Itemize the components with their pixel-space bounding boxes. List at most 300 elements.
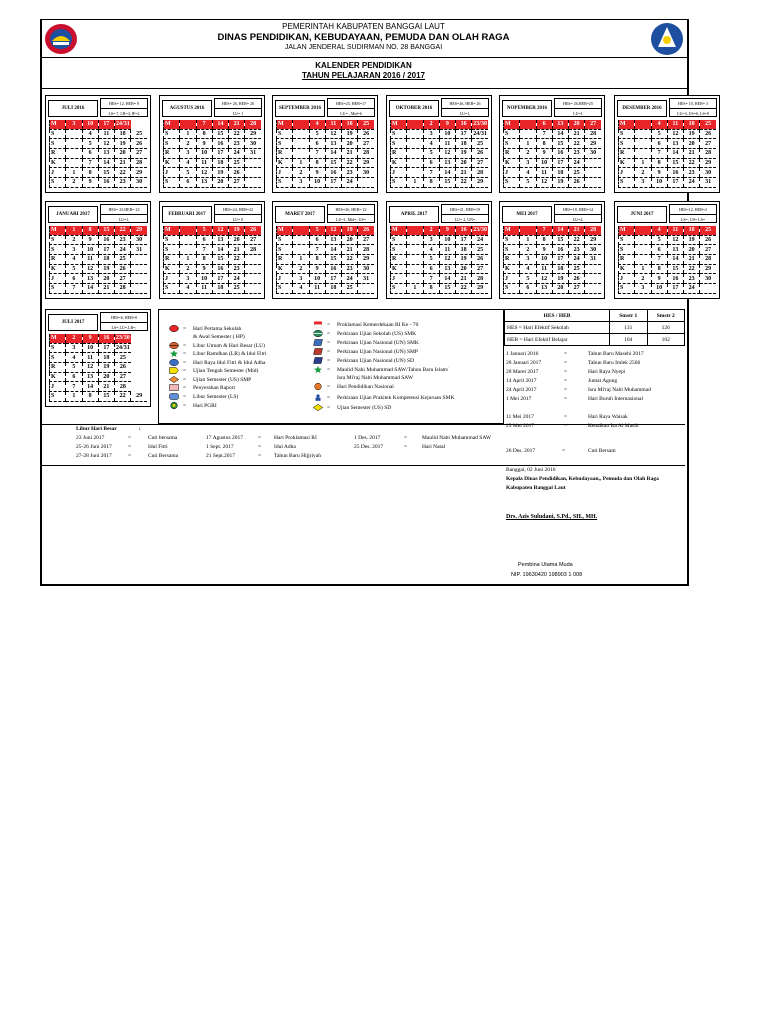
date-cell: 21 — [456, 274, 472, 284]
date-cell: 25 — [472, 245, 488, 255]
legend-eq: = — [183, 402, 187, 409]
legend-text: Perkiraan Ujian Nasional (UN) SD — [337, 357, 414, 364]
month-name: APRIL 2017 — [389, 206, 439, 223]
day-label: S — [619, 139, 635, 149]
date-cell — [66, 129, 82, 139]
month-stats — [554, 98, 602, 117]
date-cell: 17 — [98, 120, 114, 129]
week-row — [164, 255, 262, 265]
week-row — [50, 235, 148, 245]
date-cell: 5 — [309, 129, 325, 139]
address-line: JALAN JENDERAL SUDIRMAN NO. 28 BANGGAI — [284, 44, 443, 51]
date-cell: 2 — [66, 334, 82, 343]
month-stats-line: LU= , Mid=6 — [340, 111, 362, 116]
date-cell: 21 — [569, 129, 585, 139]
week-row — [277, 226, 375, 235]
date-cell: 15 — [98, 392, 114, 402]
day-label: J — [504, 168, 520, 178]
day-label: S — [619, 129, 635, 139]
red-para-icon — [313, 348, 323, 355]
date-cell: 27 — [115, 274, 131, 284]
month-stats — [214, 204, 262, 223]
date-cell: 15 — [439, 178, 455, 188]
date-cell: 5 — [196, 226, 212, 235]
date-cell: 21 — [684, 149, 700, 159]
legend-item — [313, 383, 394, 390]
blue-person-icon — [313, 394, 323, 401]
month-grid — [49, 226, 147, 294]
month-grid — [390, 226, 488, 294]
day-label: M — [391, 226, 407, 235]
legend-item — [169, 367, 258, 374]
date-cell: 27 — [358, 235, 374, 245]
date-cell: 23/30 — [116, 335, 130, 342]
date-cell: 23 — [342, 168, 358, 178]
week-row — [50, 149, 148, 159]
date-cell — [585, 274, 601, 284]
month-grid — [503, 226, 601, 294]
month-card — [386, 95, 492, 193]
week-row — [391, 274, 489, 284]
day-label: S — [504, 129, 520, 139]
date-cell: 13 — [82, 372, 98, 382]
date-cell: 21 — [342, 149, 358, 159]
legend-text: Perkiraan Ujian Sekolah (US) SMK — [337, 330, 417, 337]
date-cell: 22 — [684, 158, 700, 168]
date-cell: 14 — [82, 382, 98, 392]
date-cell: 14 — [325, 245, 341, 255]
date-cell: 11 — [309, 284, 325, 294]
date-cell: 16 — [456, 120, 472, 129]
week-row — [504, 245, 602, 255]
date-cell: 6 — [423, 264, 439, 274]
date-cell: 21 — [115, 158, 131, 168]
date-cell: 10 — [309, 178, 325, 188]
week-row — [50, 392, 148, 402]
date-cell — [407, 226, 423, 235]
week-row — [50, 343, 148, 353]
agency-line: DINAS PENDIDIKAN, KEBUDAYAAN, PEMUDA DAN OLAH RAGA — [217, 32, 510, 43]
legend-item — [169, 342, 265, 349]
date-cell: 3 — [66, 120, 82, 129]
date-cell: 16 — [552, 149, 568, 159]
date-cell — [585, 178, 601, 188]
date-cell: 4 — [82, 129, 98, 139]
month-card — [499, 95, 605, 193]
holiday-row — [506, 414, 651, 423]
date-cell: 1 — [293, 158, 309, 168]
week-row — [391, 168, 489, 178]
holiday-row — [506, 387, 651, 396]
month-stats — [214, 98, 262, 117]
week-row — [164, 158, 262, 168]
holiday-date: 1 Januari 2016 — [506, 351, 539, 357]
legend-text: & Awal Semester ( HP) — [193, 333, 245, 340]
date-cell: 19 — [456, 255, 472, 265]
date-cell — [585, 158, 601, 168]
day-label: M — [277, 226, 293, 235]
day-label: J — [277, 274, 293, 284]
date-cell: 12 — [98, 139, 114, 149]
date-cell: 29 — [358, 255, 374, 265]
month-stats — [441, 98, 489, 117]
date-cell: 20 — [115, 149, 131, 159]
date-cell: 13 — [196, 178, 212, 188]
date-cell: 16 — [98, 235, 114, 245]
yellow-shape-icon — [169, 367, 179, 374]
holiday-row — [506, 351, 651, 360]
date-cell: 3 — [293, 274, 309, 284]
date-cell: 20 — [684, 139, 700, 149]
date-cell — [293, 129, 309, 139]
day-label: M — [164, 120, 180, 129]
date-cell: 25 — [115, 255, 131, 265]
gov-line: PEMERINTAH KABUPATEN BANGGAI LAUT — [282, 22, 445, 31]
week-row — [391, 255, 489, 265]
date-cell: 28 — [585, 129, 601, 139]
date-cell: 18 — [684, 226, 700, 235]
date-cell: 13 — [439, 264, 455, 274]
legend-item — [169, 376, 251, 383]
orange-orb-icon — [313, 383, 323, 390]
day-label: S — [391, 245, 407, 255]
hes-s1: Smstr 1 — [610, 310, 648, 322]
date-cell: 6 — [651, 245, 667, 255]
month-card — [499, 201, 605, 299]
date-cell: 8 — [423, 284, 439, 294]
month-stats-line: LU=1, Mid=, US= — [336, 217, 366, 222]
date-cell: 12 — [667, 129, 683, 139]
day-label: K — [504, 264, 520, 274]
month-card — [272, 95, 378, 193]
date-cell: 5 — [423, 149, 439, 159]
legend-text: Hari Pertama Sekolah — [193, 325, 242, 332]
date-cell: 14 — [552, 226, 568, 235]
month-grid — [503, 120, 601, 188]
holiday-right-name: Cuti Bersam — [588, 448, 616, 454]
date-cell: 12 — [196, 168, 212, 178]
holiday-cell: = — [404, 435, 408, 441]
date-cell: 28 — [245, 120, 261, 129]
date-cell: 29 — [131, 168, 147, 178]
month-stats-line: HES=6, HEB=0 — [101, 313, 147, 323]
date-cell: 26 — [700, 129, 716, 139]
date-cell — [635, 129, 651, 139]
week-row — [504, 158, 602, 168]
date-cell: 6 — [66, 372, 82, 382]
date-cell: 20 — [212, 178, 228, 188]
month-grid — [276, 226, 374, 294]
sign-nip: NIP. 19630420 198903 1 008 — [511, 572, 583, 578]
month-stats-line: LU= 0 — [232, 217, 244, 222]
holiday-eq: = — [564, 369, 568, 375]
pink-rect-icon — [169, 384, 179, 391]
date-cell — [407, 129, 423, 139]
hes-s2: Smstr 2 — [647, 310, 685, 322]
date-cell: 11 — [325, 120, 341, 129]
date-cell: 28 — [245, 245, 261, 255]
holiday-cell: Cuti Bersama — [148, 453, 179, 459]
date-cell: 11 — [536, 264, 552, 274]
date-cell: 15 — [552, 139, 568, 149]
date-cell: 26 — [115, 363, 131, 373]
date-cell — [407, 158, 423, 168]
week-row — [619, 168, 717, 178]
day-label: R — [619, 255, 635, 265]
legend-eq: = — [327, 348, 331, 355]
date-cell: 20 — [98, 372, 114, 382]
date-cell: 25 — [569, 168, 585, 178]
date-cell: 2 — [180, 139, 196, 149]
legend-text: Perkiraan Ujian Nasional (UN) SMP — [337, 348, 418, 355]
date-cell: 18 — [684, 120, 700, 129]
month-stats-line: HES=26, HEB= 22 — [328, 205, 374, 215]
day-label: S — [277, 139, 293, 149]
date-cell: 24 — [342, 274, 358, 284]
date-cell: 20 — [98, 274, 114, 284]
date-cell: 4 — [520, 264, 536, 274]
day-label: R — [391, 149, 407, 159]
date-cell: 6 — [180, 178, 196, 188]
date-cell: 14 — [212, 120, 228, 129]
sign-role1: Kepala Dinas Pendidikan, Kebudayaan,, Pemuda dan Olah Raga — [506, 476, 659, 482]
day-label: K — [277, 158, 293, 168]
day-label: M — [50, 226, 66, 235]
legend-text: Penyerahan Raport — [193, 384, 235, 391]
date-cell — [635, 149, 651, 159]
week-row — [50, 284, 148, 294]
blue-green-oval-icon — [313, 330, 323, 337]
week-row — [50, 139, 148, 149]
date-cell: 5 — [82, 139, 98, 149]
week-row — [164, 168, 262, 178]
day-label: S — [50, 139, 66, 149]
date-cell: 17 — [98, 343, 114, 353]
date-cell — [520, 129, 536, 139]
week-row — [164, 284, 262, 294]
date-cell: 24 — [342, 178, 358, 188]
date-cell: 1 — [635, 264, 651, 274]
legend-item — [169, 325, 241, 332]
date-cell: 16 — [552, 245, 568, 255]
legend-box — [158, 309, 504, 424]
holiday-cell: = — [258, 444, 262, 450]
green-star2-icon — [313, 366, 323, 373]
month-stats — [669, 204, 717, 223]
month-grid — [390, 120, 488, 188]
day-label: J — [50, 274, 66, 284]
month-stats-line: HES=24, HEB=22 — [215, 205, 261, 215]
week-row — [50, 245, 148, 255]
date-cell: 8 — [82, 392, 98, 402]
month-name: OKTOBER 2016 — [389, 100, 439, 117]
day-label: R — [50, 363, 66, 373]
legend-eq: = — [327, 394, 331, 401]
blue-para-icon — [313, 339, 323, 346]
date-cell: 25 — [229, 284, 245, 294]
date-cell: 18 — [115, 129, 131, 139]
date-cell: 9 — [82, 334, 98, 343]
legend-eq: = — [327, 404, 331, 411]
date-cell: 11 — [98, 129, 114, 139]
legend-eq: = — [327, 339, 331, 346]
date-cell: 14 — [212, 245, 228, 255]
month-card — [614, 95, 720, 193]
date-cell: 2 — [293, 264, 309, 274]
date-cell: 12 — [439, 255, 455, 265]
date-cell: 12 — [667, 235, 683, 245]
week-row — [504, 178, 602, 188]
day-label: J — [164, 274, 180, 284]
date-cell: 6 — [82, 149, 98, 159]
holiday-cell: Idul Fitri — [148, 444, 168, 450]
date-cell: 20 — [229, 235, 245, 245]
month-stats-line: LU=1, — [118, 217, 130, 222]
day-label: J — [504, 274, 520, 284]
holiday-cell: 23 Juni 2017 — [76, 435, 105, 441]
date-cell: 19 — [342, 226, 358, 235]
title-block — [40, 57, 687, 89]
date-cell — [635, 235, 651, 245]
month-stats — [327, 98, 375, 117]
date-cell: 7 — [309, 149, 325, 159]
date-cell: 13 — [98, 149, 114, 159]
date-cell — [131, 264, 147, 274]
date-cell — [358, 284, 374, 294]
date-cell: 27 — [472, 158, 488, 168]
date-cell — [407, 255, 423, 265]
day-label: R — [164, 255, 180, 265]
date-cell: 16 — [98, 178, 114, 188]
date-cell: 10 — [82, 343, 98, 353]
date-cell: 1 — [520, 235, 536, 245]
holiday-line — [76, 435, 542, 441]
legend-eq: = — [327, 383, 331, 390]
date-cell: 17 — [456, 129, 472, 139]
doc-subtitle: TAHUN PELAJARAN 2016 / 2017 — [301, 71, 425, 80]
holiday-name: Tahun Baru Masehi 2017 — [588, 351, 644, 357]
date-cell — [635, 226, 651, 235]
month-stats-line: LU=1, — [459, 111, 471, 116]
date-cell: 13 — [325, 235, 341, 245]
date-cell: 28 — [472, 168, 488, 178]
date-cell: 12 — [536, 274, 552, 284]
day-label: J — [277, 168, 293, 178]
holiday-name: Isra Mi'raj Nabi Muhammad — [588, 387, 651, 393]
week-row — [391, 226, 489, 235]
heb-row-s1: 104 — [610, 334, 648, 346]
date-cell: 15 — [325, 158, 341, 168]
frame-bottom-line — [40, 584, 687, 586]
date-cell — [293, 235, 309, 245]
week-row — [504, 120, 602, 129]
month-name: AGUSTUS 2016 — [162, 100, 212, 117]
day-label: S — [50, 392, 66, 402]
date-cell — [407, 264, 423, 274]
date-cell: 2 — [66, 178, 82, 188]
date-cell: 12 — [536, 178, 552, 188]
week-row — [50, 120, 148, 129]
date-cell: 4 — [651, 226, 667, 235]
tut-wuri-logo-icon — [649, 22, 685, 56]
date-cell: 26 — [569, 178, 585, 188]
date-cell: 24 — [684, 178, 700, 188]
day-label: K — [619, 158, 635, 168]
flag-icon — [313, 321, 323, 328]
date-cell: 4 — [520, 168, 536, 178]
week-row — [504, 129, 602, 139]
holiday-date: 28 Maret 2017 — [506, 369, 539, 375]
date-cell: 7 — [536, 129, 552, 139]
week-row — [619, 235, 717, 245]
week-row — [504, 226, 602, 235]
legend-text: Ujian Tengah Semester (Mid) — [193, 367, 259, 374]
date-cell: 17 — [456, 235, 472, 245]
date-cell: 18 — [325, 284, 341, 294]
date-cell: 5 — [651, 129, 667, 139]
month-name: MEI 2017 — [502, 206, 552, 223]
date-cell: 30 — [245, 139, 261, 149]
day-label: S — [164, 129, 180, 139]
day-label: M — [619, 120, 635, 129]
date-cell: 29 — [585, 139, 601, 149]
date-cell: 1 — [407, 284, 423, 294]
date-cell: 14 — [98, 158, 114, 168]
date-cell: 16 — [212, 139, 228, 149]
date-cell — [245, 264, 261, 274]
holiday-row — [506, 396, 651, 405]
month-name: JANUARI 2017 — [48, 206, 98, 223]
date-cell: 5 — [66, 264, 82, 274]
date-cell: 1 — [180, 255, 196, 265]
date-cell: 27 — [569, 284, 585, 294]
date-cell — [180, 235, 196, 245]
day-label: K — [391, 264, 407, 274]
date-cell: 23 — [569, 149, 585, 159]
sign-role2: Kabupaten Banggai Laut — [506, 485, 566, 491]
day-label: S — [50, 343, 66, 353]
date-cell: 25 — [115, 353, 131, 363]
legend-text: Libur Ramdhan (LR) & Idul Fitri — [193, 350, 267, 357]
legend-item — [313, 404, 391, 411]
date-cell: 8 — [196, 255, 212, 265]
day-label: M — [619, 226, 635, 235]
date-cell: 28 — [700, 149, 716, 159]
date-cell: 31 — [131, 245, 147, 255]
day-label: R — [619, 149, 635, 159]
week-row — [277, 264, 375, 274]
date-cell — [66, 149, 82, 159]
day-label: S — [619, 178, 635, 188]
date-cell: 14 — [82, 284, 98, 294]
date-cell — [407, 149, 423, 159]
legend-text: Ujian Semester (US) SMP — [193, 376, 252, 383]
week-row — [619, 178, 717, 188]
date-cell: 22 — [456, 178, 472, 188]
date-cell: 10 — [439, 129, 455, 139]
holiday-cell: Idul Adha — [274, 444, 296, 450]
date-cell: 1 — [66, 168, 82, 178]
day-label: M — [504, 120, 520, 129]
date-cell: 4 — [309, 120, 325, 129]
week-row — [50, 334, 148, 343]
date-cell: 27 — [700, 245, 716, 255]
date-cell: 27 — [245, 235, 261, 245]
week-row — [619, 264, 717, 274]
date-cell: 12 — [212, 226, 228, 235]
legend-text: Maulid Nabi Muhammad SAW/Tahun Baru Islam/ — [337, 366, 449, 373]
day-label: S — [50, 178, 66, 188]
